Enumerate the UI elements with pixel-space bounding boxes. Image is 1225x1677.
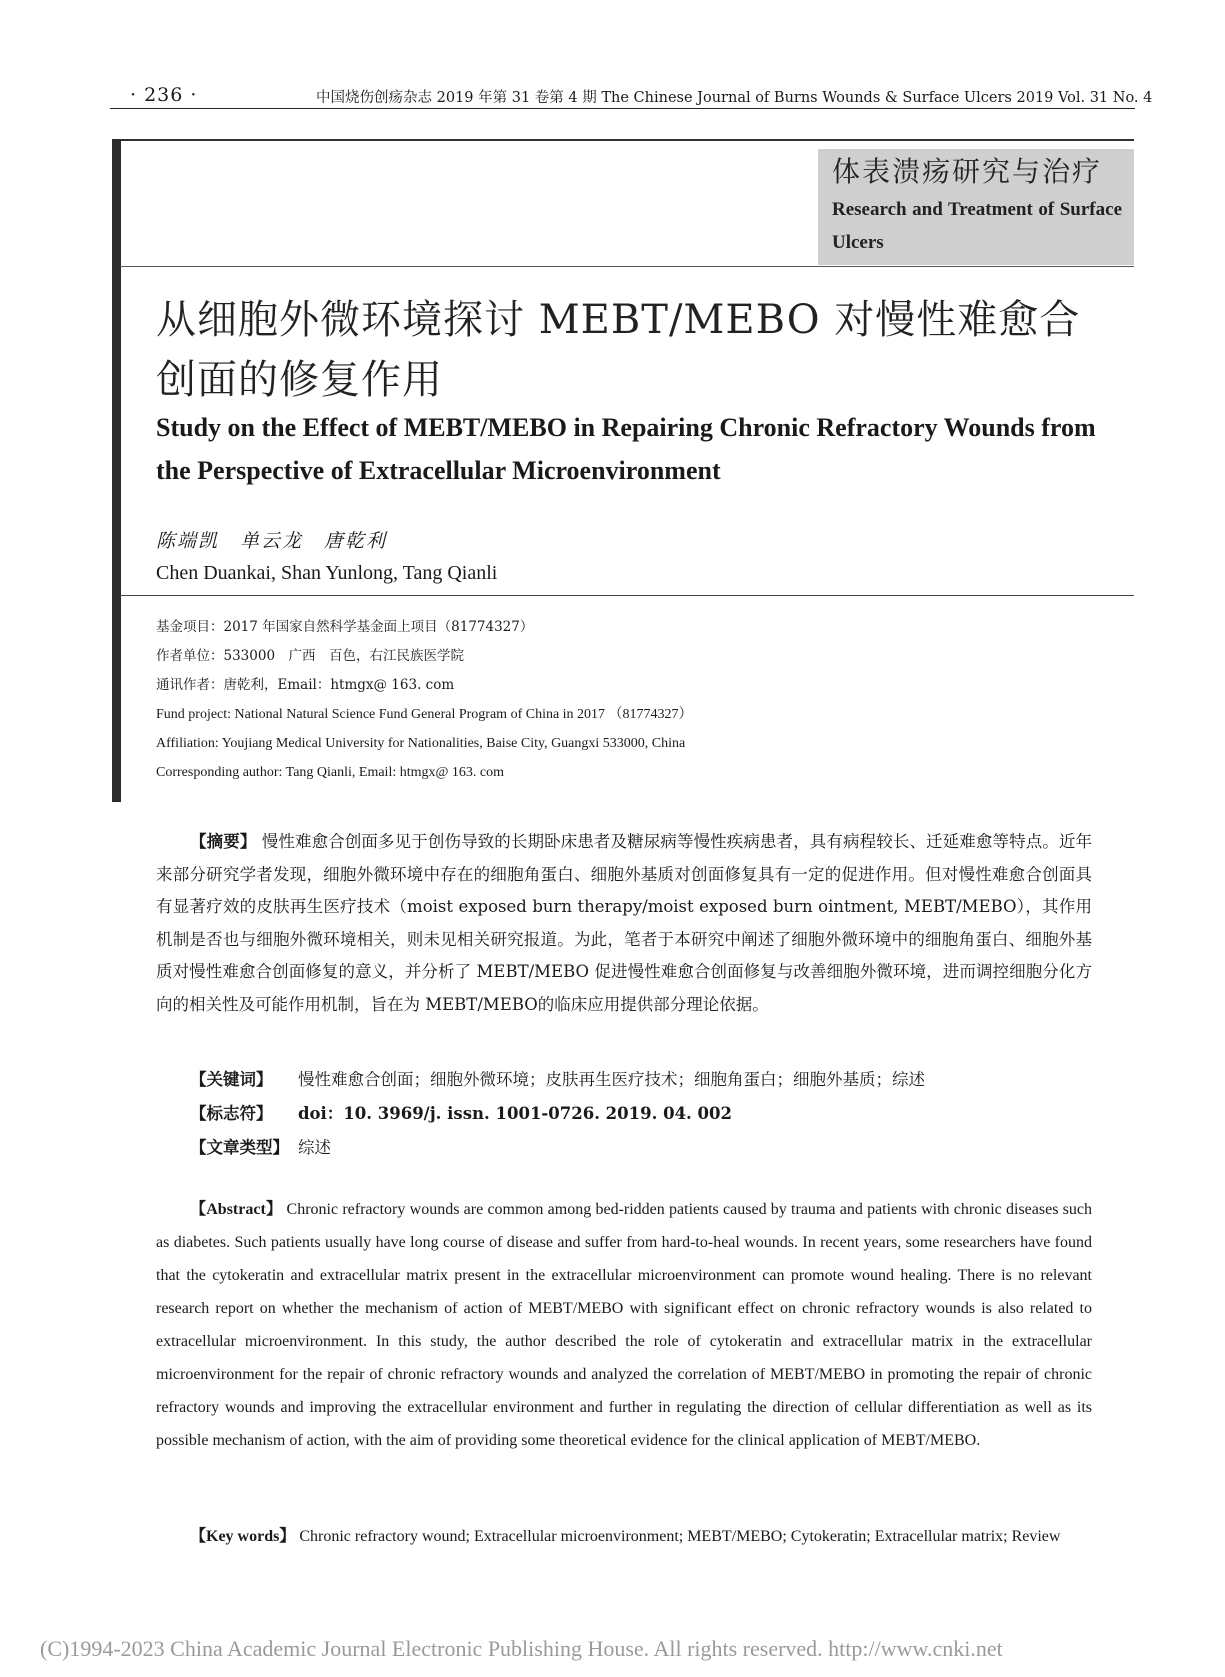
article-type-text: 综述 bbox=[298, 1138, 331, 1157]
keywords-en-text: Chronic refractory wound; Extracellular microenvironment; MEBT/MEBO; Cytokeratin; Extracellular matrix; Review bbox=[299, 1528, 1061, 1545]
frame-left-bar bbox=[112, 139, 121, 802]
abstract-en bbox=[156, 1193, 1092, 1457]
fund-project-en: Fund project: National Natural Science Fund General Program of China in 2017 （81774327） bbox=[156, 707, 693, 722]
authors-rule bbox=[120, 595, 1134, 596]
page-number: · 236 · bbox=[130, 84, 198, 106]
affiliation-cn: 作者单位：533000 广西 百色，右江民族医学院 bbox=[156, 648, 465, 664]
keywords-en bbox=[156, 1520, 1092, 1553]
header-rule bbox=[110, 108, 1135, 109]
running-head: 中国烧伤创疡杂志 2019 年第 31 卷第 4 期 The Chinese Journal of Burns Wounds & Surface Ulcers 2019 Vol. 31 No. 4 bbox=[316, 90, 1153, 106]
abstract-en-tag: 【Abstract】 bbox=[190, 1201, 283, 1218]
doi-tag: 【标志符】 bbox=[190, 1104, 273, 1123]
fund-project-cn: 基金项目：2017 年国家自然科学基金面上项目（81774327） bbox=[156, 619, 534, 635]
title-en: Study on the Effect of MEBT/MEBO in Repairing Chronic Refractory Wounds from the Perspective of Extracellular Microenvironment bbox=[156, 413, 1096, 485]
column-label-cn: 体表溃疡研究与治疗 bbox=[832, 155, 1103, 188]
frame-top-rule bbox=[112, 139, 1134, 141]
authors-en: Chen Duankai, Shan Yunlong, Tang Qianli bbox=[156, 562, 498, 584]
abstract-en-text: Chronic refractory wounds are common among bed-ridden patients caused by trauma and patients with chronic diseases such as diabetes. Such patients usually have long course of disease and suffer from hard-to-heal wounds. In recent years, some researchers have found that the cytokeratin and extracellular matrix present in the extracellular microenvironment can promote wound healing. There is no relevant research report on whether the mechanism of action of MEBT/MEBO with significant effect on chronic refractory wounds is also related to extracellular microenvironment. In this study, the author described the role of cytokeratin and extracellular matrix in the extracellular microenvironment for the repair of chronic refractory wounds and analyzed the correlation of MEBT/MEBO in promoting the repair of chronic refractory wounds and improving the extracellular environment and further in regulating the direction of cellular differentiation as well as its possible mechanism of action, with the aim of providing some theoretical evidence for the clinical application of MEBT/MEBO. bbox=[156, 1201, 1092, 1449]
column-label-box bbox=[818, 149, 1134, 265]
keywords-cn-tag: 【关键词】 bbox=[190, 1070, 273, 1089]
copyright-footer: (C)1994-2023 China Academic Journal Electronic Publishing House. All rights reserved. http://www.cnki.net bbox=[40, 1636, 1003, 1661]
keywords-cn bbox=[190, 1066, 925, 1090]
article-info bbox=[156, 613, 693, 787]
keywords-cn-text: 慢性难愈合创面；细胞外微环境；皮肤再生医疗技术；细胞角蛋白；细胞外基质；综述 bbox=[298, 1070, 925, 1089]
authors-cn: 陈端凯 单云龙 唐乾利 bbox=[156, 530, 388, 552]
abstract-cn bbox=[156, 826, 1092, 1021]
doi-text: doi：10. 3969/j. issn. 1001-0726. 2019. 04. 002 bbox=[298, 1104, 732, 1123]
article-type-tag: 【文章类型】 bbox=[190, 1138, 289, 1157]
corresponding-author-en: Corresponding author: Tang Qianli, Email: htmgx@ 163. com bbox=[156, 765, 504, 780]
doi-line bbox=[190, 1100, 732, 1124]
column-label-en: Research and Treatment of Surface Ulcers bbox=[832, 199, 1122, 253]
affiliation-en: Affiliation: Youjiang Medical University for Nationalities, Baise City, Guangxi 533000, China bbox=[156, 736, 686, 751]
title-cn: 从细胞外微环境探讨 MEBT/MEBO 对慢性难愈合创面的修复作用 bbox=[156, 297, 1081, 403]
keywords-en-tag: 【Key words】 bbox=[190, 1528, 296, 1545]
article-type-line bbox=[190, 1134, 331, 1158]
abstract-cn-text: 慢性难愈合创面多见于创伤导致的长期卧床患者及糖尿病等慢性疾病患者，具有病程较长、迁延难愈等特点。近年来部分研究学者发现，细胞外微环境中存在的细胞角蛋白、细胞外基质对创面修复具有一定的促进作用。但对慢性难愈合创面具有显著疗效的皮肤再生医疗技术（moist exposed burn therapy/moist exposed burn ointment, MEBT/MEBO），其作用机制是否也与细胞外微环境相关，则未见相关研究报道。为此，笔者于本研究中阐述了细胞外微环境中的细胞角蛋白、细胞外基质对慢性难愈合创面修复的意义，并分析了 MEBT/MEBO 促进慢性难愈合创面修复与改善细胞外微环境，进而调控细胞分化方向的相关性及可能作用机制，旨在为 MEBT/MEBO的临床应用提供部分理论依据。 bbox=[156, 832, 1093, 1014]
abstract-cn-tag: 【摘要】 bbox=[190, 832, 257, 851]
corresponding-author-cn: 通讯作者：唐乾利，Email：htmgx@ 163. com bbox=[156, 677, 455, 693]
title-rule bbox=[120, 266, 1134, 267]
